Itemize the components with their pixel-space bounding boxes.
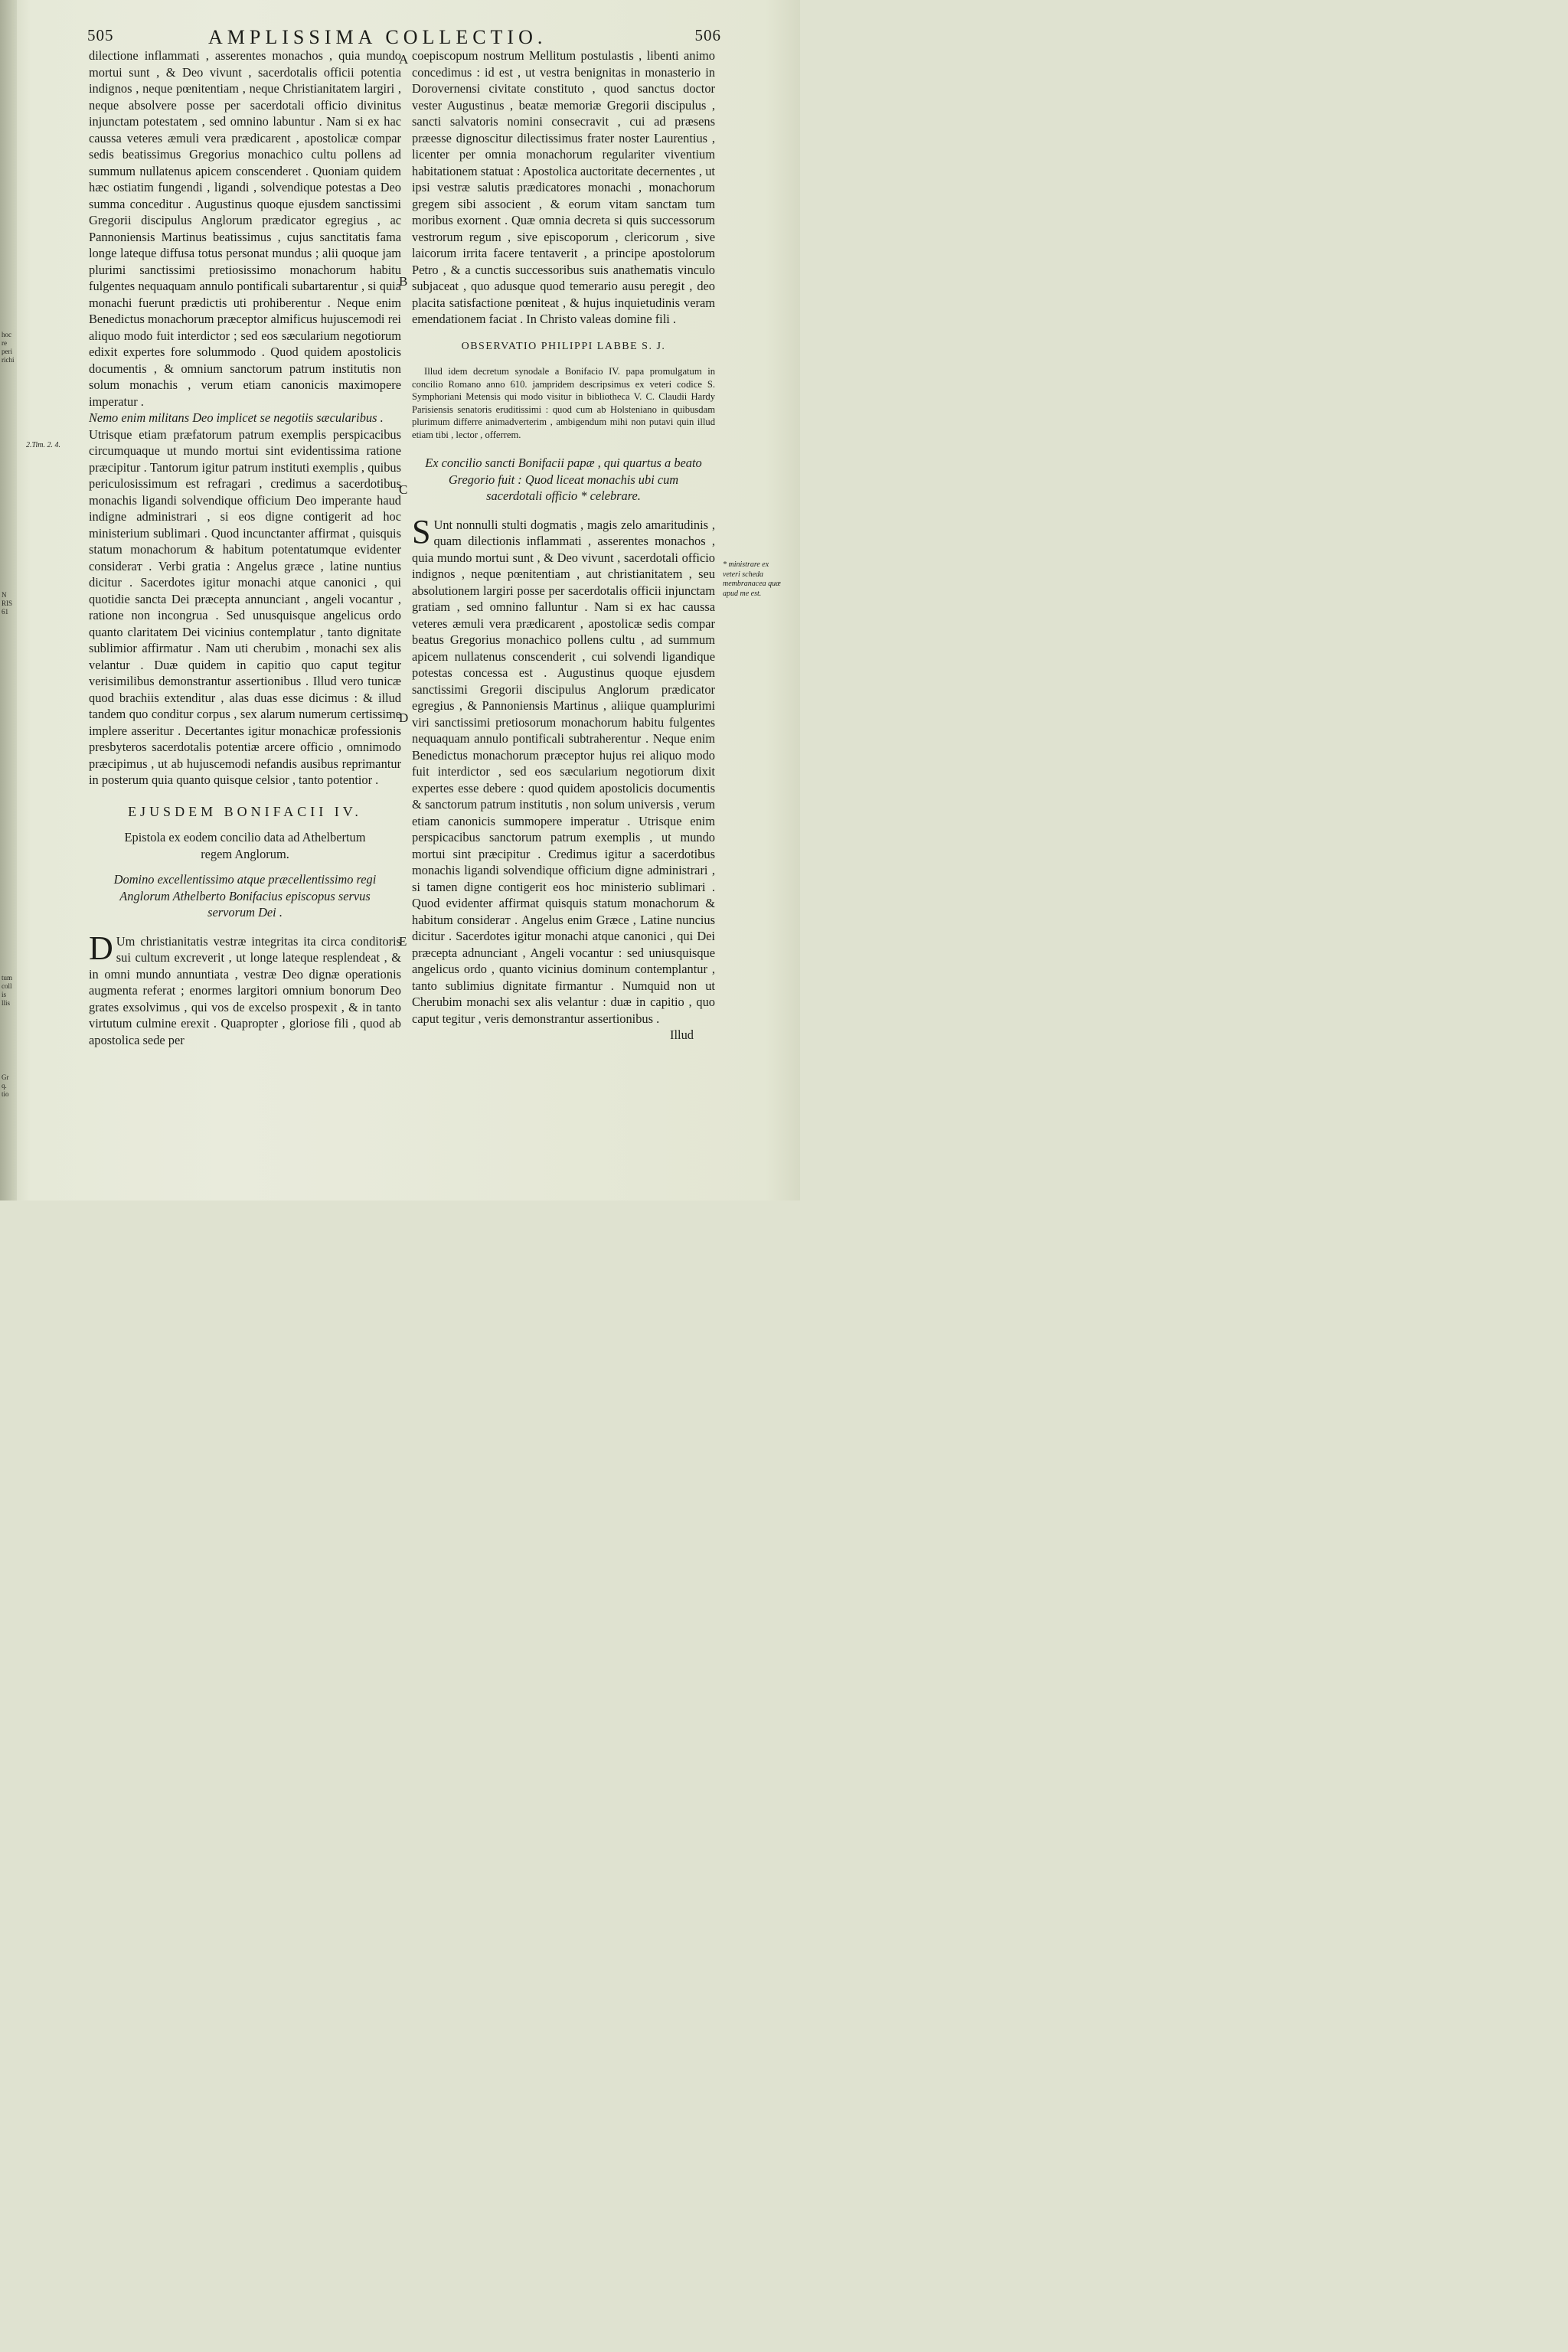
marginal-note: * ministrare ex veteri scheda membranacea quæ apud me est.	[723, 560, 781, 598]
left-paragraph-1: dilectione inflammati , asserentes monachos , quia mundo mortui sunt , & Deo vivunt , sacerdotalis officii potentia indignos , neque pœnitentiam , neque Christianitatem largiri , neque absolvere posse per sacerdotali officio divinitus injunctam potestatem , sed omnino labuntur . Nam si ex hac caussa veteres æmuli vera prædicarent , apostolicæ compar sedis beatissimus Gregorius monachico cultu pollens ad summum nullatenus apicem conscenderet . Quoniam quidem hæc ostiatim fungendi , ligandi , solvendique potestas a Deo summa conceditur . Augustinus quoque ejusdem sanctissimi Gregorii discipulus Anglorum prædicator egregius , ac Pannoniensis Martinus beatissimus , cujus sanctitatis fama longe lateque diffusa totus personat mundus ; alii quoque jam plurimi sanctissimi pretiosissimo monachorum habitu fulgentes nequaquam annulo pontificali subartarentur , si quia monachi fuerunt prædictis uti prohiberentur . Neque enim Benedictus monachorum præceptor almificus hujuscemodi rei aliquo modo fuit interdictor ; sed eos sæcularium negotiorum edixit expertes fore solummodo . Quod quidem apostolicis documentis , & omnium sanctorum patrum institutis non solum monachis , verum etiam canonicis maximopere imperatur .	[89, 48, 401, 409]
margin-letter-d: D	[399, 710, 409, 725]
concilium-body	[412, 512, 715, 1027]
facing-page-fragment: N RIS 61	[2, 591, 13, 616]
epistle-paragraph	[89, 929, 401, 1049]
catchword: Illud	[670, 1027, 694, 1042]
facing-page-fragment: hoc re peri richi	[2, 331, 15, 364]
concilium-text: Unt nonnulli stulti dogmatis , magis zelo amaritudinis , quam dilectionis inflammati , asserentes monachos , quia mundo mortui sunt , & Deo vivunt , sacerdotali officio indignos , neque pœnitentiam , aut christianitatem , seu absolutionem largiri posse per sacerdotalis officii injunctam gratiam , sed omnino falluntur . Nam si ex hac caussa veteres æmuli vera prædicarent , apostolicæ sedis compar beatus Gregorius monachico pollens cultu , ad summum apicem nullatenus conscenderit , cui solvendi ligandique potestas concessa est . Augustinus quoque ejusdem sanctissimi Gregorii discipulus Anglorum prædicator egregius , & Pannoniensis Martinus , aliique quamplurimi viri sanctissimi pretiosorum monachorum habitu fulgentes nequaquam annulo pontificali subtraherentur . Neque enim Benedictus monachorum præceptor hujus rei aliquo modo fuit interdictor , sed eos sæcularium negotiorum dixit expertes esse debere : quod quidem apostolicis documentis & sanctorum patrum institutis , non solum universis , verum etiam canonicis summopere imperatur . Utrisque enim perspicacibus sanctorum patrum exemplis , ut mundo mortui sint præcipitur . Credimus igitur a sacerdotibus monachis ligandi solvendique officium digne administrari , si tamen digne contigerit eos hoc ministerio sublimari . Quod evidenter affirmat quisquis statum monachorum & habitum consideraт . Angelus enim Græce , Latine nuncius dicitur . Sacerdotes igitur monachi atque canonici , qui Dei præcepta adnunciant , Angeli vocantur : sed uniusquisque angelicus ordo , quanto vicinius dominum contemplantur , tanto sublimius dignitate firmantur . Numquid non ut Cherubim monachi sex alis velantur : duæ in capitio , quo caput tegitur , veris demonstrantur assertionibus .	[412, 517, 715, 1026]
observation-text: Illud idem decretum synodale a Bonifacio IV. papa promulgatum in concilio Romano anno 610. jampridem descripsimus ex veteri codice S. Symphoriani Metensis qui modo visitur in bibliotheca V. C. Claudii Hardy Parisiensis senatoris eruditissimi : quod cum ab Holsteniano in quibusdam plurimum differre animadverterim , ambigendum mihi non putavi quin illud etiam tibi , lector , offerrem.	[412, 366, 715, 440]
salutation: Domino excellentissimo atque præcellentissimo regi Anglorum Athelberto Bonifacius episcopus servus servorum Dei .	[113, 872, 377, 920]
margin-letter-c: C	[399, 482, 408, 497]
facing-page-fragment: tum coll is llis	[2, 974, 13, 1007]
left-column	[89, 47, 401, 1048]
epistle-title: Epistola ex eodem concilio data ad Athelbertum regem Anglorum.	[124, 830, 366, 861]
observation-heading: OBSERVATIO PHILIPPI LABBE S. J.	[461, 340, 666, 352]
scripture-reference: 2.Tim. 2. 4.	[26, 441, 61, 449]
margin-letter-a: A	[399, 52, 409, 67]
right-paragraph-1: coepiscopum nostrum Mellitum postulastis , libenti animo concedimus : id est , ut vestra benignitas in monasterio in Dorovernensi civitate constituto , quod sanctus doctor vester Augustinus , beatæ memoriæ Gregorii discipulus , sancti salvatoris nomini consecravit , cui ad præsens præesse dignoscitur dilectissimus frater noster Laurentius , licenter per omnia monachorum regulariter viventium habitationem statuat : Apostolica auctoritate decernentes , ut ipsi vestræ salutis prædicatores monachi , monachorum gregem sibi associent , & eorum vitam sanctam tum moribus exornent . Quæ omnia decreta si quis successorum vestrorum regum , sive episcoporum , clericorum , sive laicorum irrita facere tentaverit , a principe apostolorum Petro , & a cunctis successoribus suis anathematis vinculo subjaceat , quo adusque quod temerario ausu peregit , deo placita satisfactione pœniteat , & hujus inquietudinis veram emendationem faciat . In Christo valeas domine fili .	[412, 48, 715, 326]
section-heading: EJUSDEM BONIFACII IV.	[128, 803, 362, 819]
book-page	[0, 0, 800, 1200]
drop-cap: S	[412, 512, 431, 550]
scripture-quote: Nemo enim militans Deo implicet se negotiis sæcularibus .	[89, 410, 384, 425]
left-paragraph-2: Utrisque etiam præfatorum patrum exemplis perspicacibus circumquaque ut mundo mortui sint evidentissima ratione præcipitur . Tantorum igitur patrum instituti exemplis , quibus periculosissimum est refragari , credimus a sacerdotibus monachis ligandi solvendique officium Deo imperante haud indigne administrari , si eos digne contigerit ad hoc ministerium sublimari . Quod incunctanter affirmat , quisquis statum monachorum & habitum potentatumque evidenter consideraт . Verbi gratia : Angelus græce , latine nuntius dicitur . Sacerdotes igitur monachi atque canonici , qui quotidie sancta Dei præcepta annunciant , angeli vocantur , ratione non incongrua . Sed unusquisque angelicus ordo quanto claritatem Dei vicinius contemplatur , tanto dignitate sublimior affirmatur . Nam uti cherubim , monachi sex alis velantur . Duæ quidem in capitio quo caput tegitur verisimilibus demonstrantur assertionibus . Illud vero tunicæ quod brachiis extenditur , alas duas esse dicimus : & illud tandem quo conditur corpus , sex alarum numerum certissime implere asseritur . Decertantes igitur monachicæ professionis presbyteros sacerdotalis potentiæ arcere officio , omnimodo præcipimus , ut ab hujuscemodi nefandis ausibus reprimantur in posterum quia quanto quisque celsior , tanto potentior .	[89, 426, 401, 787]
running-head: AMPLISSIMA COLLECTIO.	[208, 26, 547, 48]
page-number-left: 505	[87, 26, 114, 44]
margin-letter-b: B	[399, 274, 408, 289]
margin-letter-e: E	[399, 934, 407, 949]
right-column	[412, 47, 715, 1044]
drop-cap: D	[89, 929, 113, 967]
facing-page-fragment: Gr q. tio	[2, 1073, 9, 1098]
epistle-text: Um christianitatis vestræ integritas ita circa conditoris sui cultum excreverit , ut longe lateque resplendeat , & in omni mundo annuntiata , vestræ Deo dignæ operationis augmenta referat ; enormes largitori omnium bonorum Deo grates exsolvimus , qui vos de excelso prospexit , & in tanto virtutum culmine erexit . Quapropter , gloriose fili , quod ab apostolica sede per	[89, 933, 401, 1047]
page-number-right: 506	[694, 26, 721, 44]
concilium-heading: Ex concilio sancti Bonifacii papæ , qui quartus a beato Gregorio fuit : Quod liceat monachis ubi cum sacerdotali officio * celebrare.	[425, 456, 702, 503]
